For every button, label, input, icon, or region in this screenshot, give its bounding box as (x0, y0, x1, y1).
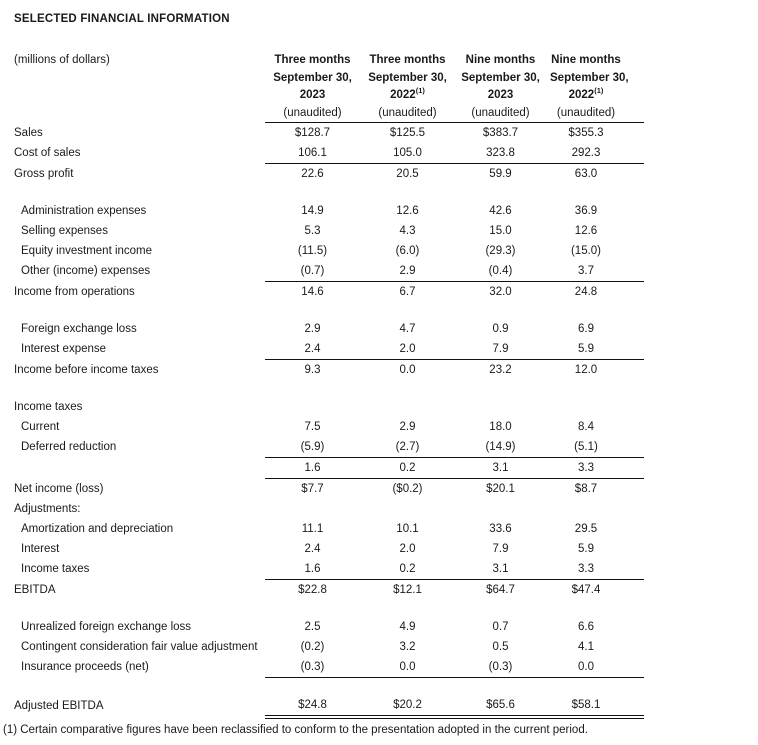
cell-value: 3.3 (550, 458, 644, 479)
cell-value (360, 499, 455, 519)
cell-value: 323.8 (455, 143, 550, 164)
units-caption: (millions of dollars) (14, 54, 110, 66)
column-header (455, 52, 550, 123)
cell-value: 6.6 (578, 621, 594, 633)
table-row (14, 164, 644, 185)
cell-value: 2.4 (304, 543, 321, 555)
cell-value: 10.1 (396, 523, 419, 535)
row-label: Income before income taxes (14, 363, 159, 376)
cell-value: 0.2 (360, 559, 455, 580)
cell-value: 8.4 (578, 421, 594, 433)
cell-value: (15.0) (570, 245, 602, 257)
spacer-row (14, 380, 644, 397)
cell-value: 0.7 (492, 621, 509, 633)
cell-value (265, 499, 360, 519)
row-label: Cost of sales (14, 147, 81, 160)
cell-value: 3.7 (550, 261, 644, 282)
row-label: Administration expenses (21, 205, 147, 217)
cell-value: (6.0) (395, 245, 420, 257)
column-period: Three months (274, 54, 351, 66)
table-row (14, 261, 644, 282)
column-header (550, 52, 644, 123)
cell-value: 32.0 (489, 286, 512, 298)
row-label: Foreign exchange loss (21, 323, 137, 335)
table-row (14, 657, 644, 678)
row-label: Deferred reduction (21, 441, 117, 454)
row-label (14, 458, 265, 479)
cell-value (550, 499, 644, 519)
cell-value: 12.0 (574, 364, 598, 376)
spacer-cell (14, 302, 644, 319)
column-year: 2022$^{(1)}$ (568, 86, 604, 101)
column-audit-note: (unaudited) (283, 106, 342, 119)
cell-value: 3.2 (399, 641, 416, 653)
table-row (14, 123, 644, 144)
cell-value: 2.5 (304, 621, 321, 633)
row-label: Selling expenses (21, 225, 108, 237)
table-row (14, 339, 644, 360)
column-date: September 30, (368, 71, 447, 84)
column-audit-note: (unaudited) (471, 106, 530, 119)
cell-value: 3.3 (550, 559, 644, 580)
row-label: Adjusted EBITDA (14, 700, 104, 712)
cell-value: 7.9 (492, 543, 509, 555)
cell-value: 33.6 (489, 523, 512, 535)
spacer-cell (14, 380, 644, 397)
cell-value: $47.4 (571, 584, 601, 596)
cell-value: 20.5 (396, 168, 419, 180)
table-row (14, 241, 644, 261)
row-label: Equity investment income (21, 245, 153, 257)
footnote-ref: (1) (415, 86, 425, 96)
cell-value: (5.1) (550, 437, 644, 458)
cell-value: 5.9 (550, 339, 644, 360)
cell-value: 7.5 (304, 421, 321, 433)
cell-value (455, 397, 550, 417)
spacer-row (14, 678, 644, 696)
row-label: Interest (21, 543, 60, 555)
table-row (14, 559, 644, 580)
cell-value: (11.5) (297, 245, 328, 257)
cell-value: 6.7 (399, 286, 416, 298)
cell-value: 106.1 (265, 143, 360, 164)
cell-value: $20.2 (360, 695, 455, 717)
cell-value (265, 397, 360, 417)
column-audit-note: (unaudited) (378, 106, 437, 119)
column-date: September 30, (550, 71, 629, 84)
cell-value: 0.2 (360, 458, 455, 479)
table-row (14, 695, 644, 717)
cell-value: $125.5 (389, 127, 426, 139)
cell-value: 2.0 (399, 543, 416, 555)
cell-value: 0.0 (360, 657, 455, 678)
column-year: 2023 (487, 89, 514, 101)
column-header (265, 52, 360, 123)
table-row (14, 637, 644, 657)
row-label: Gross profit (14, 167, 74, 180)
row-label: Current (21, 421, 60, 433)
cell-value: 4.7 (399, 323, 416, 335)
cell-value: 5.9 (578, 543, 594, 555)
table-row (14, 617, 644, 637)
cell-value: $65.6 (455, 695, 550, 717)
cell-value: 29.5 (574, 523, 598, 535)
table-row (14, 143, 644, 164)
cell-value: $64.7 (486, 584, 515, 596)
cell-value: 0.5 (492, 641, 509, 653)
column-year: 2022$^{(1)}$ (390, 86, 425, 101)
row-label: Net income (loss) (14, 482, 104, 495)
column-year: 2023 (299, 89, 326, 101)
row-label: Unrealized foreign exchange loss (21, 621, 192, 633)
cell-value: 4.3 (399, 225, 416, 237)
cell-value: $355.3 (568, 127, 604, 139)
column-header (360, 52, 455, 123)
cell-value: 2.9 (304, 323, 321, 335)
row-label: Amortization and depreciation (21, 523, 174, 535)
cell-value: 4.9 (399, 621, 416, 633)
spacer-cell (14, 678, 644, 696)
cell-value: $8.7 (574, 483, 598, 495)
table-row (14, 499, 644, 519)
table-row (14, 479, 644, 500)
table-row (14, 519, 644, 539)
row-label: Contingent consideration fair value adjustment (21, 641, 258, 653)
table-row (14, 201, 644, 221)
spacer-row (14, 184, 644, 201)
cell-value: 2.0 (360, 339, 455, 360)
table-row (14, 417, 644, 437)
cell-value: 2.9 (399, 421, 416, 433)
cell-value: (0.7) (265, 261, 360, 282)
cell-value: 6.9 (578, 323, 594, 335)
cell-value (550, 397, 644, 417)
cell-value: $24.8 (265, 695, 360, 717)
cell-value: 105.0 (360, 143, 455, 164)
cell-value: 0.9 (492, 323, 509, 335)
cell-value: $383.7 (482, 127, 519, 139)
cell-value: $20.1 (486, 483, 515, 495)
row-label: Income taxes (14, 401, 83, 413)
table-row (14, 397, 644, 417)
row-label: Income from operations (14, 285, 135, 298)
cell-value: 5.3 (304, 225, 321, 237)
row-label: Insurance proceeds (net) (21, 661, 149, 674)
footnote: (1) Certain comparative figures have been reclassified to conform to the presentation adopted in the current period. (3, 724, 588, 736)
cell-value: 3.1 (455, 458, 550, 479)
cell-value: 42.6 (489, 205, 512, 217)
page-title: SELECTED FINANCIAL INFORMATION (14, 13, 230, 25)
cell-value: $22.8 (298, 584, 327, 596)
spacer-row (14, 302, 644, 319)
cell-value: (2.7) (360, 437, 455, 458)
cell-value: $128.7 (294, 127, 331, 139)
cell-value (455, 499, 550, 519)
cell-value: (29.3) (485, 245, 516, 257)
cell-value: 9.3 (304, 364, 321, 376)
cell-value: 12.6 (574, 225, 598, 237)
cell-value (360, 397, 455, 417)
cell-value: (0.3) (265, 657, 360, 678)
cell-value: 2.9 (360, 261, 455, 282)
cell-value: 23.2 (489, 364, 512, 376)
financial-table (14, 52, 644, 719)
cell-value: 11.1 (301, 523, 324, 535)
cell-value: 63.0 (574, 168, 598, 180)
cell-value: 4.1 (578, 641, 594, 653)
header-row (14, 52, 644, 123)
cell-value: 292.3 (550, 143, 644, 164)
cell-value: (14.9) (455, 437, 550, 458)
table-row (14, 437, 644, 458)
footnote-ref: (1) (594, 86, 604, 96)
table-row (14, 319, 644, 339)
spacer-cell (14, 600, 644, 617)
column-period: Nine months (465, 54, 536, 66)
table-row (14, 539, 644, 559)
cell-value: 59.9 (489, 168, 512, 180)
table-row (14, 221, 644, 241)
cell-value: $58.1 (550, 695, 644, 717)
table-body (14, 123, 644, 718)
row-label: Interest expense (21, 343, 107, 356)
cell-value: 1.6 (265, 559, 360, 580)
cell-value: $12.1 (393, 584, 422, 596)
column-audit-note: (unaudited) (556, 106, 616, 119)
row-label: Other (income) expenses (21, 265, 151, 278)
row-label: Income taxes (21, 563, 90, 576)
cell-value: 24.8 (574, 286, 598, 298)
cell-value: (0.3) (455, 657, 550, 678)
table-row (14, 458, 644, 479)
row-label: Sales (14, 126, 43, 139)
table-header (14, 52, 644, 123)
cell-value: 36.9 (574, 205, 598, 217)
cell-value: $7.7 (301, 483, 324, 495)
column-date: September 30, (273, 71, 352, 84)
cell-value: (0.2) (300, 641, 325, 653)
cell-value: 15.0 (489, 225, 512, 237)
cell-value: 0.0 (550, 657, 644, 678)
table-row (14, 580, 644, 601)
cell-value: 14.6 (301, 286, 324, 298)
spacer-cell (14, 184, 644, 201)
table-row (14, 360, 644, 381)
cell-value: 7.9 (455, 339, 550, 360)
cell-value: 2.4 (265, 339, 360, 360)
column-period: Three months (369, 54, 446, 66)
cell-value: ($0.2) (392, 483, 423, 495)
column-period: Nine months (551, 54, 621, 66)
cell-value: 12.6 (396, 205, 419, 217)
cell-value: 22.6 (301, 168, 324, 180)
column-date: September 30, (461, 71, 540, 84)
cell-value: (0.4) (455, 261, 550, 282)
cell-value: 0.0 (399, 364, 416, 376)
row-label: Adjustments: (14, 503, 81, 515)
cell-value: 18.0 (489, 421, 512, 433)
table-row (14, 282, 644, 303)
cell-value: 1.6 (265, 458, 360, 479)
cell-value: 3.1 (455, 559, 550, 580)
cell-value: (5.9) (265, 437, 360, 458)
cell-value: 14.9 (301, 205, 324, 217)
spacer-row (14, 600, 644, 617)
row-label: EBITDA (14, 583, 56, 596)
